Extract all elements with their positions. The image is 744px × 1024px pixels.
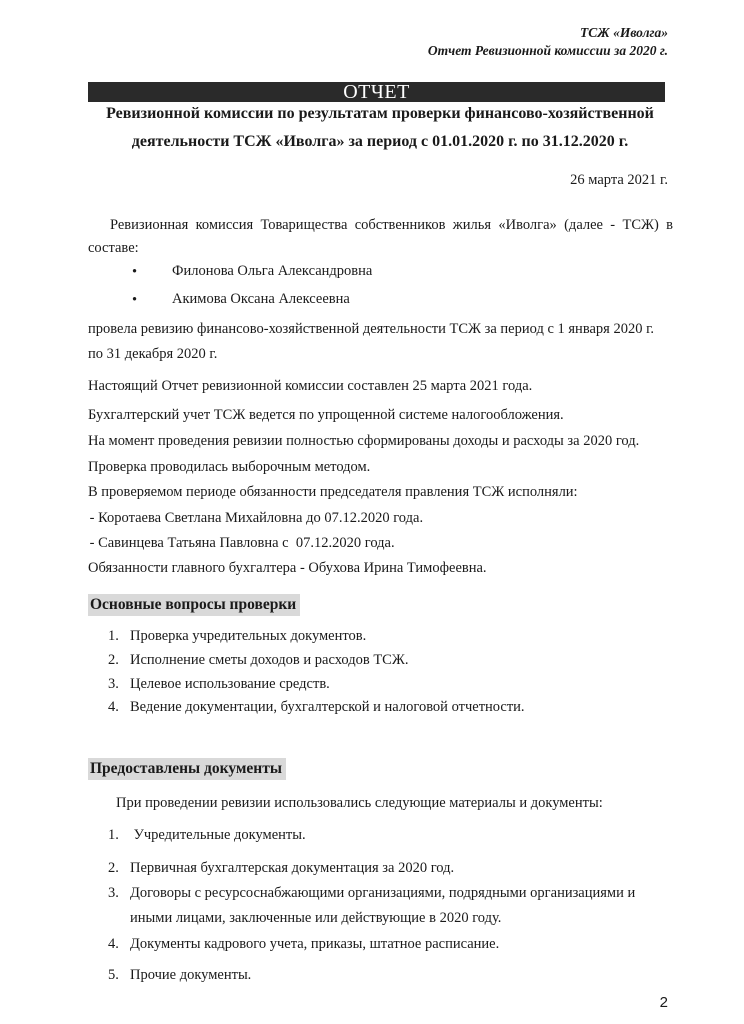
list-item: Прочие документы. bbox=[130, 967, 252, 983]
list-item: Проверка учредительных документов. bbox=[130, 628, 367, 644]
page-number: 2 bbox=[659, 994, 668, 1011]
list-number: 1. bbox=[108, 827, 119, 843]
list-number: 4. bbox=[108, 699, 119, 715]
statement: Проверка проводилась выборочным методом. bbox=[88, 459, 371, 475]
list-item: Исполнение сметы доходов и расходов ТСЖ. bbox=[130, 652, 409, 668]
statement: Обязанности главного бухгалтера - Обухова Ирина Тимофеевна. bbox=[88, 560, 487, 576]
header-org: ТСЖ «Иволга» bbox=[580, 25, 668, 40]
list-number: 2. bbox=[108, 860, 119, 876]
report-title: ОТЧЕТ bbox=[88, 82, 665, 102]
statement: Бухгалтерский учет ТСЖ ведется по упрощенной системе налогообложения. bbox=[88, 407, 564, 423]
section-title-documents: Предоставлены документы bbox=[88, 758, 286, 780]
documents-intro: При проведении ревизии использовались следующие материалы и документы: bbox=[116, 795, 603, 811]
bullet-icon: • bbox=[132, 292, 138, 308]
list-number: 3. bbox=[108, 676, 119, 692]
list-item: Целевое использование средств. bbox=[130, 676, 330, 692]
list-number: 3. bbox=[108, 885, 119, 901]
list-item: Договоры с ресурсоснабжающими организациями, подрядными организациями и bbox=[130, 885, 636, 901]
statement: Настоящий Отчет ревизионной комиссии составлен 25 марта 2021 года. bbox=[88, 378, 533, 394]
list-item: Первичная бухгалтерская документация за 2020 год. bbox=[130, 860, 455, 876]
section-title-main-questions: Основные вопросы проверки bbox=[88, 594, 300, 616]
chairman-item: - Коротаева Светлана Михайловна до 07.12.2020 года. bbox=[86, 510, 424, 526]
member-item: Акимова Оксана Алексеевна bbox=[172, 291, 350, 307]
list-number: 4. bbox=[108, 936, 119, 952]
list-number: 1. bbox=[108, 628, 119, 644]
chairman-item: - Савинцева Татьяна Павловна с 07.12.2020 года. bbox=[86, 535, 395, 551]
list-number: 5. bbox=[108, 967, 119, 983]
member-item: Филонова Ольга Александровна bbox=[172, 263, 373, 279]
audit-line-1: провела ревизию финансово-хозяйственной деятельности ТСЖ за период с 1 января 2020 г. bbox=[88, 321, 655, 337]
list-item: Документы кадрового учета, приказы, штатное расписание. bbox=[130, 936, 500, 952]
list-number: 2. bbox=[108, 652, 119, 668]
report-subtitle-line2: деятельности ТСЖ «Иволга» за период с 01.01.2020 г. по 31.12.2020 г. bbox=[131, 133, 629, 150]
statement: В проверяемом периоде обязанности председателя правления ТСЖ исполняли: bbox=[88, 484, 578, 500]
header-doc-title: Отчет Ревизионной комиссии за 2020 г. bbox=[427, 43, 668, 58]
intro-paragraph: Ревизионная комиссия Товарищества собственников жилья «Иволга» (далее - ТСЖ) в составе: bbox=[88, 217, 673, 256]
list-item: Учредительные документы. bbox=[130, 827, 306, 843]
audit-line-2: по 31 декабря 2020 г. bbox=[88, 346, 218, 362]
bullet-icon: • bbox=[132, 264, 138, 280]
list-item: Ведение документации, бухгалтерской и налоговой отчетности. bbox=[130, 699, 525, 715]
report-subtitle-line1: Ревизионной комиссии по результатам проверки финансово-хозяйственной bbox=[106, 105, 654, 122]
list-item-continuation: иными лицами, заключенные или действующие в 2020 году. bbox=[130, 910, 502, 926]
statement: На момент проведения ревизии полностью сформированы доходы и расходы за 2020 год. bbox=[88, 433, 640, 449]
report-date: 26 марта 2021 г. bbox=[570, 172, 668, 188]
